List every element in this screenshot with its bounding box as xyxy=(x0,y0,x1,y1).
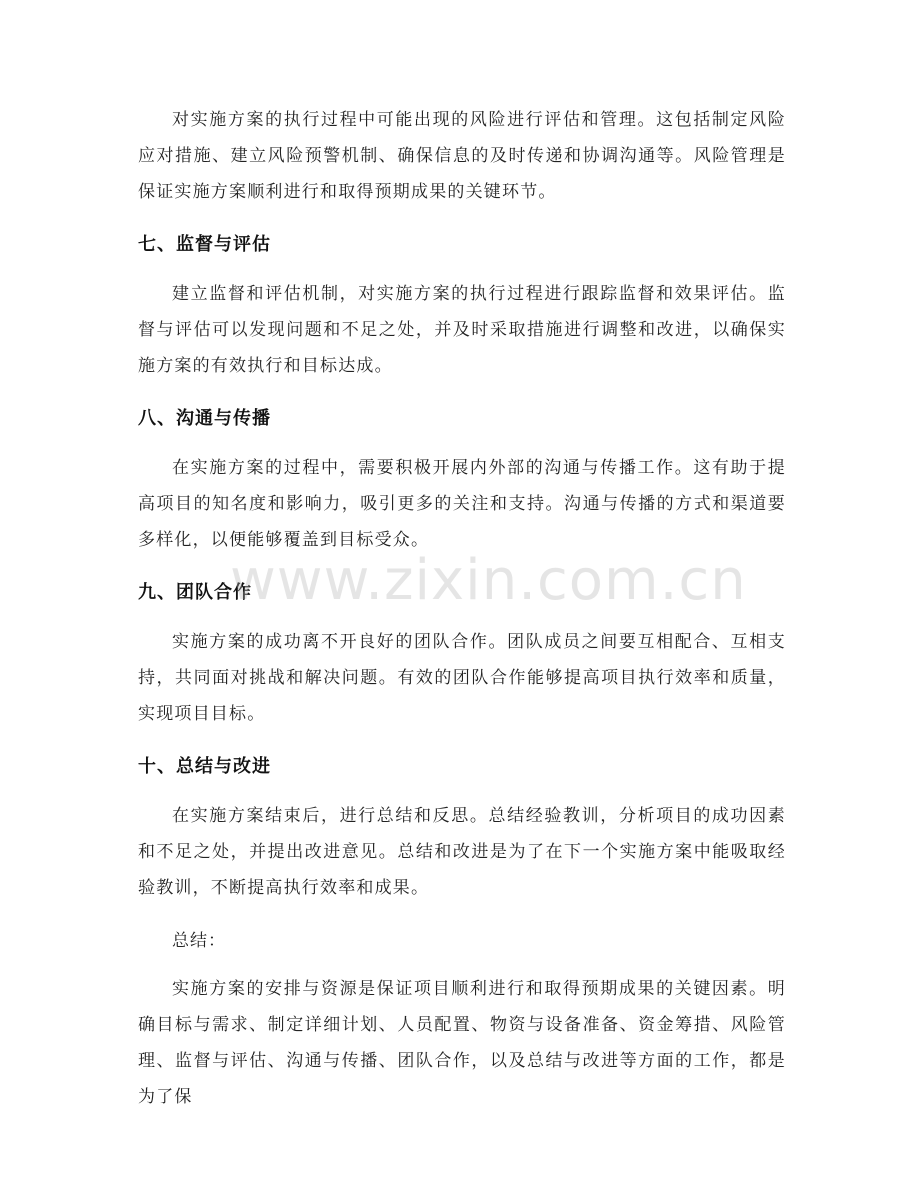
paragraph-communication: 在实施方案的过程中，需要积极开展内外部的沟通与传播工作。这有助于提高项目的知名度和影响力，吸引更多的关注和支持。沟通与传播的方式和渠道要多样化，以便能够覆盖到目标受众。 xyxy=(138,458,786,550)
heading-summary-improvement: 十、总结与改进 xyxy=(138,756,271,777)
heading-supervision: 七、监督与评估 xyxy=(138,234,271,255)
paragraph-risk-management: 对实施方案的执行过程中可能出现的风险进行评估和管理。这包括制定风险应对措施、建立风险预警机制、确保信息的及时传递和协调沟通等。风险管理是保证实施方案顺利进行和取得预期成果的关键环节。 xyxy=(138,110,786,202)
paragraph-supervision: 建立监督和评估机制，对实施方案的执行过程进行跟踪监督和效果评估。监督与评估可以发现问题和不足之处，并及时采取措施进行调整和改进，以确保实施方案的有效执行和目标达成。 xyxy=(138,284,786,376)
heading-communication: 八、沟通与传播 xyxy=(138,408,271,429)
paragraph-summary-improvement: 在实施方案结束后，进行总结和反思。总结经验教训，分析项目的成功因素和不足之处，并提出改进意见。总结和改进是为了在下一个实施方案中能吸取经验教训，不断提高执行效率和成果。 xyxy=(138,806,786,898)
paragraph-teamwork: 实施方案的成功离不开良好的团队合作。团队成员之间要互相配合、互相支持，共同面对挑战和解决问题。有效的团队合作能够提高项目执行效率和质量，实现项目目标。 xyxy=(138,632,786,724)
summary-label: 总结： xyxy=(172,931,226,951)
heading-teamwork: 九、团队合作 xyxy=(138,582,252,603)
watermark: www.zixin.com.cn xyxy=(230,548,747,613)
paragraph-conclusion: 实施方案的安排与资源是保证项目顺利进行和取得预期成果的关键因素。明确目标与需求、制定详细计划、人员配置、物资与设备准备、资金筹措、风险管理、监督与评估、沟通与传播、团队合作，以及总结与改进等方面的工作，都是为了保 xyxy=(138,979,786,1107)
